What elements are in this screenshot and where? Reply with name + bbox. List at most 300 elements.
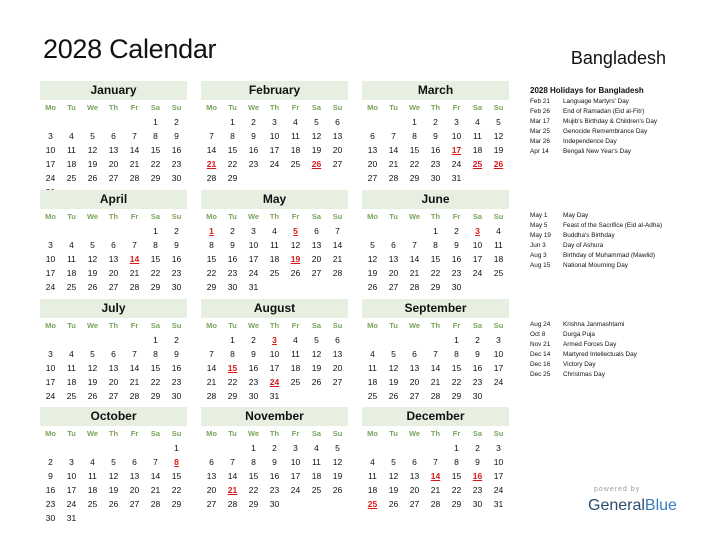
day-cell: 17 <box>66 485 77 495</box>
day-cell: 27 <box>409 499 420 509</box>
holiday-date: Mar 26 <box>530 138 550 145</box>
day-cell: 21 <box>227 485 238 495</box>
day-cell: 31 <box>493 499 504 509</box>
day-cell: 6 <box>412 457 417 467</box>
day-cell: 19 <box>87 377 98 387</box>
day-cell: 1 <box>153 335 158 345</box>
empty-cell <box>362 441 383 455</box>
empty-cell <box>124 511 145 525</box>
day-cell: 18 <box>311 471 322 481</box>
day-cell: 3 <box>272 335 277 345</box>
day-cell: 10 <box>493 457 504 467</box>
day-cell: 28 <box>206 391 217 401</box>
day-cell: 4 <box>293 117 298 127</box>
month-header: June <box>362 190 509 209</box>
day-cell: 17 <box>290 471 301 481</box>
day-cell: 21 <box>129 377 140 387</box>
day-cell: 21 <box>206 159 217 169</box>
day-cell: 7 <box>412 240 417 250</box>
day-cell: 30 <box>451 282 462 292</box>
day-cell: 9 <box>174 240 179 250</box>
month-grid <box>362 426 509 511</box>
empty-cell <box>488 280 509 294</box>
day-cell: 25 <box>311 485 322 495</box>
day-cell: 29 <box>171 499 182 509</box>
weekday-label: Th <box>430 321 441 330</box>
day-cell: 10 <box>45 254 56 264</box>
weekday-label: Su <box>332 429 343 438</box>
empty-cell <box>327 171 348 185</box>
weekday-label: Mo <box>367 103 378 112</box>
month-grid <box>362 318 509 403</box>
weekday-label: Fr <box>452 321 461 330</box>
day-cell: 14 <box>129 254 140 264</box>
day-cell: 21 <box>206 377 217 387</box>
empty-cell <box>103 224 124 238</box>
day-cell: 1 <box>153 226 158 236</box>
day-cell: 6 <box>335 117 340 127</box>
day-cell: 18 <box>290 145 301 155</box>
day-cell: 7 <box>209 349 214 359</box>
weekday-label: Th <box>430 212 441 221</box>
month-october <box>40 407 187 525</box>
day-cell: 13 <box>332 349 343 359</box>
month-november <box>201 407 348 511</box>
day-cell: 16 <box>171 363 182 373</box>
day-cell: 18 <box>66 268 77 278</box>
day-cell: 10 <box>66 471 77 481</box>
holiday-item <box>530 251 662 261</box>
day-cell: 11 <box>270 240 279 250</box>
day-cell: 17 <box>248 254 259 264</box>
day-cell: 17 <box>45 159 56 169</box>
day-cell: 9 <box>272 457 277 467</box>
weekday-label: Fr <box>452 103 461 112</box>
day-cell: 12 <box>87 145 98 155</box>
weekday-label: Sa <box>472 429 483 438</box>
weekday-label: Fr <box>291 429 300 438</box>
day-cell: 25 <box>87 499 98 509</box>
weekday-label: Fr <box>452 429 461 438</box>
day-cell: 27 <box>108 282 119 292</box>
day-cell: 9 <box>251 131 256 141</box>
day-cell: 25 <box>290 159 301 169</box>
holiday-item <box>530 231 662 241</box>
day-cell: 14 <box>430 363 441 373</box>
holiday-date: Apr 14 <box>530 148 549 155</box>
day-cell: 6 <box>111 131 116 141</box>
day-cell: 15 <box>227 145 238 155</box>
day-cell: 29 <box>227 391 238 401</box>
month-grid <box>40 100 187 199</box>
day-cell: 6 <box>335 335 340 345</box>
day-cell: 29 <box>150 173 161 183</box>
weekday-label: Sa <box>150 321 161 330</box>
empty-cell <box>285 280 306 294</box>
day-cell: 22 <box>150 268 161 278</box>
day-cell: 9 <box>174 349 179 359</box>
day-cell: 30 <box>45 513 56 523</box>
day-cell: 7 <box>209 131 214 141</box>
day-cell: 22 <box>248 485 259 495</box>
holiday-name: Buddha's Birthday <box>563 232 615 239</box>
day-cell: 6 <box>314 226 319 236</box>
day-cell: 12 <box>87 363 98 373</box>
day-cell: 8 <box>230 349 235 359</box>
day-cell: 17 <box>493 471 504 481</box>
day-cell: 23 <box>171 377 182 387</box>
day-cell: 20 <box>409 485 420 495</box>
weekday-label: Mo <box>206 212 217 221</box>
day-cell: 3 <box>293 443 298 453</box>
day-cell: 19 <box>388 485 399 495</box>
day-cell: 15 <box>248 471 259 481</box>
day-cell: 20 <box>108 377 119 387</box>
day-cell: 6 <box>111 349 116 359</box>
holiday-name: Durga Puja <box>563 331 595 338</box>
day-cell: 30 <box>171 282 182 292</box>
day-cell: 12 <box>311 131 322 141</box>
day-cell: 5 <box>335 443 340 453</box>
weekday-label: Mo <box>367 212 378 221</box>
empty-cell <box>285 171 306 185</box>
day-cell: 22 <box>150 159 161 169</box>
month-september <box>362 299 509 403</box>
day-cell: 14 <box>332 240 343 250</box>
day-cell: 26 <box>311 377 322 387</box>
weekday-label: Tu <box>389 429 398 438</box>
day-cell: 21 <box>388 159 399 169</box>
day-cell: 1 <box>174 443 179 453</box>
empty-cell <box>306 280 327 294</box>
day-cell: 11 <box>473 131 482 141</box>
day-cell: 14 <box>129 363 140 373</box>
day-cell: 2 <box>272 443 277 453</box>
day-cell: 26 <box>87 282 98 292</box>
day-cell: 19 <box>332 471 343 481</box>
holiday-name: Genocide Remembrance Day <box>563 128 648 135</box>
day-cell: 4 <box>69 349 74 359</box>
empty-cell <box>383 441 404 455</box>
day-cell: 10 <box>472 240 483 250</box>
day-cell: 7 <box>433 457 438 467</box>
day-cell: 12 <box>493 131 504 141</box>
weekday-label: We <box>408 429 421 438</box>
holiday-item <box>530 107 657 117</box>
weekday-label: We <box>86 429 99 438</box>
day-cell: 7 <box>391 131 396 141</box>
day-cell: 4 <box>69 131 74 141</box>
day-cell: 6 <box>209 457 214 467</box>
empty-cell <box>285 389 306 403</box>
day-cell: 4 <box>272 226 277 236</box>
day-cell: 10 <box>45 145 56 155</box>
weekday-label: Mo <box>45 429 56 438</box>
weekday-label: Th <box>108 429 119 438</box>
empty-cell <box>201 333 222 347</box>
day-cell: 20 <box>108 159 119 169</box>
day-cell: 22 <box>430 268 441 278</box>
day-cell: 8 <box>433 240 438 250</box>
day-cell: 17 <box>451 145 462 155</box>
empty-cell <box>327 280 348 294</box>
weekday-label: Sa <box>472 103 483 112</box>
day-cell: 8 <box>454 457 459 467</box>
weekday-label: Su <box>171 103 182 112</box>
empty-cell <box>82 511 103 525</box>
day-cell: 16 <box>248 145 259 155</box>
day-cell: 26 <box>367 282 378 292</box>
holiday-item <box>530 147 657 157</box>
day-cell: 25 <box>367 391 378 401</box>
day-cell: 6 <box>132 457 137 467</box>
weekday-label: Tu <box>389 212 398 221</box>
day-cell: 14 <box>129 145 140 155</box>
generalblue-logo[interactable] <box>588 497 677 515</box>
empty-cell <box>61 441 82 455</box>
day-cell: 2 <box>454 226 459 236</box>
holiday-name: May Day <box>563 212 589 219</box>
weekday-label: Th <box>430 103 441 112</box>
day-cell: 25 <box>367 499 378 509</box>
weekday-label: Tu <box>67 429 76 438</box>
weekday-label: Su <box>493 103 504 112</box>
day-cell: 8 <box>230 131 235 141</box>
month-header: January <box>40 81 187 100</box>
day-cell: 1 <box>412 117 417 127</box>
day-cell: 5 <box>391 457 396 467</box>
day-cell: 29 <box>150 391 161 401</box>
weekday-label: We <box>247 103 260 112</box>
holiday-item <box>530 241 662 251</box>
holiday-date: Aug 24 <box>530 321 551 328</box>
empty-cell <box>383 115 404 129</box>
holiday-item <box>530 370 637 380</box>
day-cell: 5 <box>90 240 95 250</box>
day-cell: 19 <box>311 145 322 155</box>
empty-cell <box>103 511 124 525</box>
day-cell: 4 <box>90 457 95 467</box>
day-cell: 23 <box>171 159 182 169</box>
day-cell: 23 <box>227 268 238 278</box>
month-august <box>201 299 348 403</box>
day-cell: 5 <box>90 349 95 359</box>
holiday-item <box>530 360 637 370</box>
day-cell: 17 <box>45 377 56 387</box>
day-cell: 11 <box>67 145 76 155</box>
empty-cell <box>425 333 446 347</box>
day-cell: 13 <box>206 471 217 481</box>
empty-cell <box>383 333 404 347</box>
day-cell: 13 <box>311 240 322 250</box>
day-cell: 13 <box>388 254 399 264</box>
day-cell: 27 <box>332 377 343 387</box>
holiday-date: Aug 15 <box>530 262 551 269</box>
day-cell: 27 <box>388 282 399 292</box>
day-cell: 15 <box>409 145 420 155</box>
country-name: Bangladesh <box>570 48 666 68</box>
day-cell: 26 <box>87 173 98 183</box>
day-cell: 1 <box>230 117 235 127</box>
day-cell: 9 <box>433 131 438 141</box>
weekday-label: Mo <box>45 103 56 112</box>
month-january <box>40 81 187 199</box>
day-cell: 6 <box>370 131 375 141</box>
weekday-label: Th <box>430 429 441 438</box>
day-cell: 24 <box>45 173 56 183</box>
empty-cell <box>103 441 124 455</box>
weekday-label: Su <box>332 212 343 221</box>
empty-cell <box>327 497 348 511</box>
day-cell: 11 <box>67 363 76 373</box>
day-cell: 3 <box>251 226 256 236</box>
empty-cell <box>264 171 285 185</box>
day-cell: 3 <box>48 131 53 141</box>
empty-cell <box>488 389 509 403</box>
weekday-label: Th <box>269 429 280 438</box>
holiday-item <box>530 127 657 137</box>
day-cell: 23 <box>269 485 280 495</box>
empty-cell <box>124 333 145 347</box>
day-cell: 9 <box>475 349 480 359</box>
day-cell: 13 <box>108 254 119 264</box>
empty-cell <box>285 497 306 511</box>
day-cell: 14 <box>409 254 420 264</box>
day-cell: 28 <box>206 173 217 183</box>
weekday-label: We <box>86 212 99 221</box>
weekday-label: Fr <box>130 429 139 438</box>
weekday-label: Fr <box>452 212 461 221</box>
day-cell: 22 <box>451 485 462 495</box>
day-cell: 17 <box>472 254 483 264</box>
weekday-label: We <box>247 212 260 221</box>
holiday-name: Language Martyrs' Day <box>563 98 629 105</box>
day-cell: 5 <box>293 226 298 236</box>
month-grid <box>362 100 509 185</box>
holiday-date: Mar 25 <box>530 128 550 135</box>
empty-cell <box>488 171 509 185</box>
day-cell: 2 <box>174 226 179 236</box>
day-cell: 29 <box>451 391 462 401</box>
weekday-label: Su <box>493 212 504 221</box>
weekday-label: We <box>408 321 421 330</box>
holiday-date: May 1 <box>530 212 548 219</box>
holiday-date: Dec 25 <box>530 371 551 378</box>
weekday-label: Fr <box>130 321 139 330</box>
day-cell: 31 <box>66 513 77 523</box>
weekday-label: Mo <box>45 321 56 330</box>
day-cell: 14 <box>206 145 217 155</box>
day-cell: 8 <box>153 349 158 359</box>
day-cell: 25 <box>472 159 483 169</box>
weekday-label: Tu <box>67 103 76 112</box>
holiday-item <box>530 261 662 271</box>
day-cell: 23 <box>472 377 483 387</box>
weekday-label: Tu <box>67 212 76 221</box>
weekday-label: Sa <box>150 103 161 112</box>
empty-cell <box>61 224 82 238</box>
day-cell: 7 <box>132 349 137 359</box>
empty-cell <box>201 115 222 129</box>
day-cell: 2 <box>251 335 256 345</box>
day-cell: 29 <box>451 499 462 509</box>
day-cell: 19 <box>493 145 504 155</box>
month-header: July <box>40 299 187 318</box>
day-cell: 19 <box>367 268 378 278</box>
day-cell: 10 <box>451 131 462 141</box>
day-cell: 11 <box>88 471 97 481</box>
day-cell: 29 <box>430 282 441 292</box>
day-cell: 20 <box>332 145 343 155</box>
empty-cell <box>404 441 425 455</box>
day-cell: 28 <box>388 173 399 183</box>
day-cell: 5 <box>90 131 95 141</box>
day-cell: 16 <box>171 254 182 264</box>
weekday-label: Su <box>171 321 182 330</box>
weekday-label: Su <box>332 103 343 112</box>
day-cell: 6 <box>412 349 417 359</box>
day-cell: 22 <box>227 159 238 169</box>
weekday-label: Tu <box>228 103 237 112</box>
weekday-label: Su <box>493 321 504 330</box>
day-cell: 5 <box>314 335 319 345</box>
day-cell: 13 <box>129 471 140 481</box>
day-cell: 1 <box>454 335 459 345</box>
day-cell: 27 <box>311 268 322 278</box>
empty-cell <box>82 115 103 129</box>
day-cell: 13 <box>409 363 420 373</box>
weekday-label: Tu <box>228 212 237 221</box>
day-cell: 28 <box>332 268 343 278</box>
day-cell: 16 <box>472 363 483 373</box>
empty-cell <box>404 333 425 347</box>
day-cell: 14 <box>150 471 161 481</box>
empty-cell <box>306 389 327 403</box>
weekday-label: Th <box>108 321 119 330</box>
day-cell: 13 <box>108 363 119 373</box>
holiday-date: Oct 8 <box>530 331 546 338</box>
day-cell: 7 <box>433 349 438 359</box>
holiday-date: Dec 14 <box>530 351 551 358</box>
empty-cell <box>383 224 404 238</box>
day-cell: 15 <box>451 363 462 373</box>
month-header: November <box>201 407 348 426</box>
day-cell: 11 <box>494 240 503 250</box>
day-cell: 6 <box>111 240 116 250</box>
holiday-name: Birthday of Muhammad (Mawlid) <box>563 252 655 259</box>
day-cell: 3 <box>48 240 53 250</box>
month-header: April <box>40 190 187 209</box>
empty-cell <box>362 115 383 129</box>
empty-cell <box>327 389 348 403</box>
empty-cell <box>124 224 145 238</box>
day-cell: 18 <box>290 363 301 373</box>
day-cell: 14 <box>206 363 217 373</box>
weekday-label: Mo <box>206 429 217 438</box>
holiday-name: Armed Forces Day <box>563 341 617 348</box>
weekday-label: Mo <box>367 429 378 438</box>
empty-cell <box>124 115 145 129</box>
day-cell: 26 <box>311 159 322 169</box>
day-cell: 26 <box>332 485 343 495</box>
day-cell: 12 <box>290 240 301 250</box>
day-cell: 20 <box>311 254 322 264</box>
empty-cell <box>362 224 383 238</box>
month-header: October <box>40 407 187 426</box>
day-cell: 8 <box>153 131 158 141</box>
month-grid <box>362 209 509 294</box>
day-cell: 2 <box>475 443 480 453</box>
